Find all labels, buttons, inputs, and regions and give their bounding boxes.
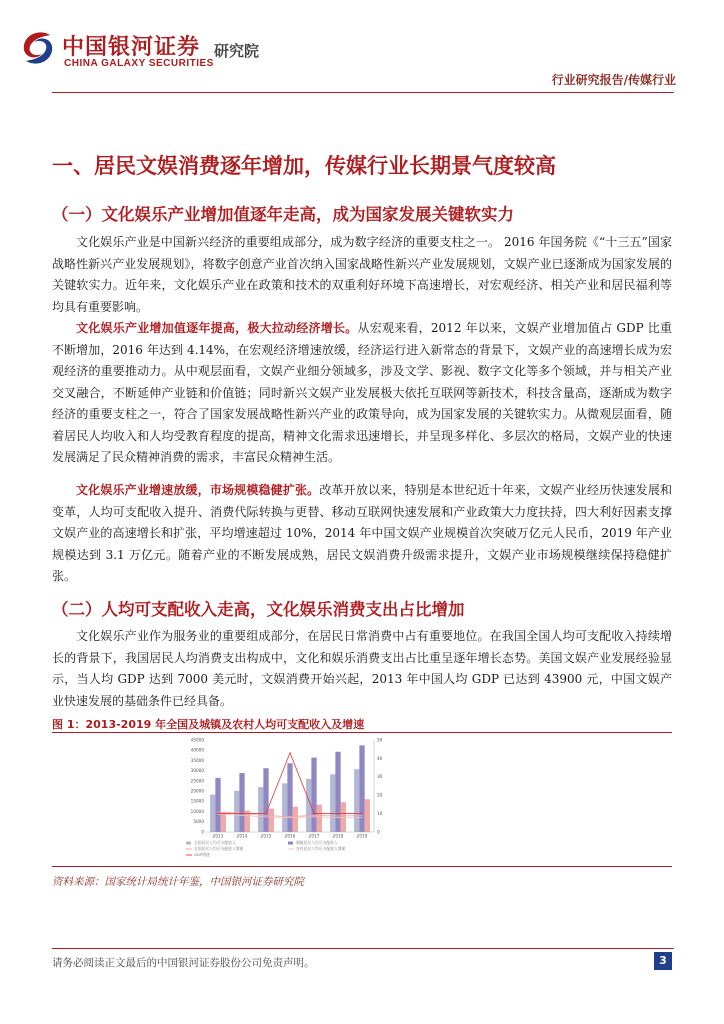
bar xyxy=(210,795,215,832)
line-point xyxy=(289,816,290,817)
bar xyxy=(234,791,239,832)
paragraph-3-body: 改革开放以来，特别是本世纪近十年来，文娱产业经历快速发展和变革，人均可支配收入提升、消费代际转换与更替、移动互联网快速发展和产业政策大力度扶持，四大利好因素支撑文娱产业的高速增长和扩张，平均增速超过 10%，2014 年中国文娱产业规模首次突破万亿元人民币，2019 年产业规模达到 3.1 万亿元。随着产业的不断发展成熟，居民文娱消费升级需求提升，文娱产业市场规模继续保持稳健扩张。 xyxy=(52,483,672,583)
subsection-title-1: （一）文化娱乐产业增加值逐年走高，成为国家发展关键软实力 xyxy=(52,205,514,224)
right-tick-label: 0 xyxy=(377,829,380,835)
paragraph-2-text xyxy=(52,318,672,469)
x-tick-label: 2014 xyxy=(236,833,248,839)
paragraph-3-lead: 文化娱乐产业增速放缓，市场规模稳健扩张。 xyxy=(76,483,320,497)
legend-label: GDP增速 xyxy=(194,852,210,857)
brand-name-en: CHINA GALAXY SECURITIES xyxy=(64,58,214,69)
x-tick-label: 2018 xyxy=(332,833,344,839)
left-tick-label: 10000 xyxy=(190,808,204,814)
x-tick-label: 2017 xyxy=(308,833,320,839)
paragraph-1 xyxy=(52,232,672,318)
institute-label: 研究院 xyxy=(214,42,260,60)
income-growth-chart xyxy=(178,736,400,864)
figure-title: 图 1：2013-2019 年全国及城镇及农村人均可支配收入及增速 xyxy=(52,718,365,731)
chart-legend xyxy=(186,840,346,857)
x-axis xyxy=(206,832,374,839)
left-tick-label: 20000 xyxy=(190,788,204,794)
report-category: 行业研究报告/传媒行业 xyxy=(551,73,676,87)
paragraph-1-text: 文化娱乐产业是中国新兴经济的重要组成部分，成为数字经济的重要支柱之一。 2016 年国务院《“十三五”国家战略性新兴产业发展规划》，将数字创意产业首次纳入国家战略性新兴产业发展规划，文娱产业已逐渐成为国家发展的关键软实力。近年来，文化娱乐产业在政策和技术的双重利好环境下高速增长，对宏观经济、相关产业和居民福利等均具有重要影响。 xyxy=(52,235,672,314)
header-divider xyxy=(52,92,674,93)
legend-label: 农村居民人均可支配收入增速 xyxy=(296,846,346,851)
bar xyxy=(335,752,340,832)
line-point xyxy=(241,813,242,814)
paragraph-2-lead: 文化娱乐产业增加值逐年提高，极大拉动经济增长。 xyxy=(76,321,358,335)
bar xyxy=(215,778,220,832)
bar xyxy=(239,773,244,832)
line-point xyxy=(265,815,266,816)
bar xyxy=(287,763,292,832)
left-tick-label: 35000 xyxy=(190,757,204,763)
paragraph-3 xyxy=(52,480,672,588)
bar xyxy=(311,758,316,832)
line-point xyxy=(313,815,314,816)
legend-label: 全国居民人均可支配收入增速 xyxy=(194,846,244,851)
left-tick-label: 0 xyxy=(201,829,204,835)
brand-name-cn: 中国银河证券 xyxy=(62,35,201,60)
left-axis xyxy=(191,737,205,834)
legend-label: 城镇居民人均可支配收入 xyxy=(296,840,338,845)
footer-disclaimer: 请务必阅读正文最后的中国银河证券股份公司免责声明。 xyxy=(52,957,315,969)
subsection-title-2: （二）人均可支配收入走高，文化娱乐消费支出占比增加 xyxy=(52,600,465,619)
right-tick-label: 10 xyxy=(377,811,383,816)
line-point xyxy=(361,815,362,816)
section-title: 一、居民文娱消费逐年增加，传媒行业长期景气度较高 xyxy=(52,154,556,178)
x-tick-label: 2013 xyxy=(212,833,224,839)
figure-bottom-rule xyxy=(52,866,672,867)
line-point xyxy=(289,817,290,818)
left-tick-label: 45000 xyxy=(190,737,204,743)
page-number: 3 xyxy=(654,952,672,970)
legend-swatch xyxy=(186,842,191,845)
paragraph-2-body: 从宏观来看，2012 年以来，文娱产业增加值占 GDP 比重不断增加，2016 年达到 4.14%，在宏观经济增速放缓，经济运行进入新常态的背景下，文娱产业的高速增长成为宏观经济的重要推动力。从中观层面看，文娱产业细分领域多，涉及文学、影视、数字文化等多个领域，并与相关产业交叉融合，不断延伸产业链和价值链；同时新兴文娱产业发展极大依托互联网等新技术，科技含量高，逐渐成为数字经济的重要支柱之一，符合了国家发展战略性新兴产业的政策导向，成为国家发展的关键软实力。从微观层面看，随着居民人均收入和人均受教育程度的提高，精神文化需求迅速增长，并呈现多样化、多层次的格局，文娱产业的快速发展满足了民众精神消费的需求，丰富民众精神生活。 xyxy=(52,321,672,464)
right-tick-label: 50 xyxy=(377,737,383,743)
right-tick-label: 20 xyxy=(377,792,383,798)
bar xyxy=(269,809,274,832)
line-point xyxy=(265,813,266,814)
bar xyxy=(282,783,287,832)
company-logo-icon xyxy=(18,28,58,68)
bar xyxy=(354,769,359,832)
figure-top-rule xyxy=(52,732,672,733)
x-tick-label: 2015 xyxy=(260,833,272,839)
x-tick-label: 2016 xyxy=(284,833,296,839)
paragraph-4 xyxy=(52,626,672,712)
bar-series xyxy=(210,745,370,832)
line-point xyxy=(217,811,218,812)
line-point xyxy=(361,813,362,814)
figure-source: 资料来源：国家统计局统计年鉴，中国银河证券研究院 xyxy=(52,876,304,888)
line-point xyxy=(337,815,338,816)
right-tick-label: 40 xyxy=(377,755,383,761)
line-point xyxy=(337,817,338,818)
paragraph-3-text xyxy=(52,480,672,588)
line-point xyxy=(313,813,314,814)
footer-divider xyxy=(52,948,674,949)
line-point xyxy=(265,816,266,817)
bar xyxy=(359,745,364,832)
bar xyxy=(317,805,322,832)
bar xyxy=(258,787,263,832)
bar xyxy=(293,807,298,832)
line-point xyxy=(313,816,314,817)
right-tick-label: 30 xyxy=(377,774,383,780)
bar xyxy=(330,774,335,832)
bar xyxy=(365,799,370,832)
legend-label: 全国居民人均可支配收入 xyxy=(194,840,236,845)
paragraph-2 xyxy=(52,318,672,469)
line-point xyxy=(241,815,242,816)
right-axis xyxy=(374,737,383,834)
bar xyxy=(341,802,346,832)
left-tick-label: 5000 xyxy=(193,819,204,825)
x-tick-label: 2019 xyxy=(356,833,368,839)
line-point xyxy=(361,817,362,818)
line-point xyxy=(337,813,338,814)
left-tick-label: 15000 xyxy=(190,798,204,804)
left-tick-label: 30000 xyxy=(190,768,204,774)
left-tick-label: 40000 xyxy=(190,747,204,753)
bar xyxy=(221,813,226,832)
line-point xyxy=(217,813,218,814)
line-point xyxy=(289,752,290,753)
legend-swatch xyxy=(288,842,293,845)
paragraph-4-text: 文化娱乐产业作为服务业的重要组成部分，在居民日常消费中占有重要地位。在我国全国人均可支配收入持续增长的背景下，我国居民人均消费支出构成中，文化和娱乐消费支出占比重呈逐年增长态势。美国文娱产业发展经验显示，当人均 GDP 达到 7000 美元时，文娱消费开始兴起，2013 年中国人均 GDP 已达到 43900 元，中国文娱产业快速发展的基础条件已经具备。 xyxy=(52,629,672,708)
bar xyxy=(263,768,268,832)
left-tick-label: 25000 xyxy=(190,778,204,784)
